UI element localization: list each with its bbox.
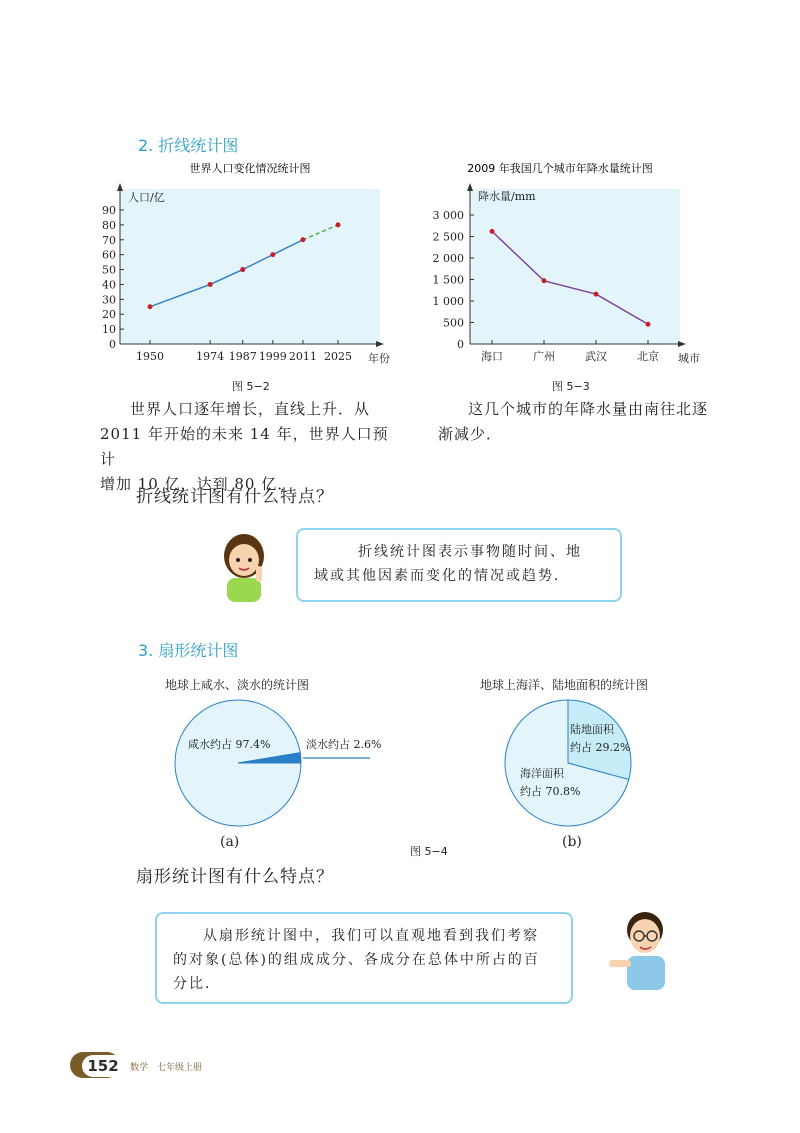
y-tick-label: 20: [102, 308, 116, 322]
data-point: [490, 229, 495, 234]
y-tick-label: 1 000: [432, 295, 464, 308]
x-axis-label: 年份: [368, 352, 390, 365]
y-tick-label: 2 000: [432, 252, 464, 265]
y-tick-label: 40: [102, 278, 116, 292]
data-point: [240, 267, 245, 272]
x-tick-label: 北京: [637, 350, 659, 363]
chart-title: 2009 年我国几个城市年降水量统计图: [467, 162, 653, 175]
section-title-pie-chart: 3. 扇形统计图: [138, 641, 239, 660]
data-point: [336, 222, 341, 227]
bubble-text-line: 域或其他因素而变化的情况或趋势．: [314, 568, 570, 584]
y-tick-label: 0: [109, 338, 116, 351]
question-line-chart: 折线统计图有什么特点？: [136, 487, 334, 507]
data-point: [542, 278, 547, 283]
y-tick-label: 3 000: [432, 209, 464, 222]
pie-label-ocean-1: 海洋面积: [520, 767, 564, 780]
data-point: [300, 237, 305, 242]
precipitation-description: [438, 397, 728, 447]
pie-chart-land-ocean: [500, 695, 640, 835]
data-point: [646, 322, 651, 327]
text-line: 渐减少．: [438, 425, 503, 443]
text-line: 世界人口逐年增长，直线上升．从: [130, 400, 371, 418]
population-line-chart: [90, 155, 420, 375]
x-tick-label: 1987: [228, 350, 257, 363]
chart-title: 世界人口变化情况统计图: [189, 162, 311, 175]
figure-caption-5-3: 图 5−3: [552, 380, 590, 393]
y-tick-label: 2 500: [432, 230, 464, 244]
y-tick-label: 50: [102, 263, 116, 277]
text-line: 2011 年开始的未来 14 年，世界人口预计: [100, 425, 389, 468]
x-tick-label: 海口: [481, 350, 503, 363]
pie-label-land-1: 陆地面积: [570, 723, 614, 736]
y-tick-label: 500: [443, 316, 464, 330]
y-tick-label: 60: [102, 248, 116, 262]
bubble-text-line: 折线统计图表示事物随时间、地: [358, 544, 582, 560]
y-tick-label: 10: [102, 323, 116, 337]
speech-bubble-pie-chart: [155, 912, 573, 1004]
y-tick-label: 90: [102, 204, 116, 217]
y-axis-label: 人口/亿: [128, 191, 165, 204]
pie-b-title: 地球上海洋、陆地面积的统计图: [480, 678, 649, 692]
text-line: 这几个城市的年降水量由南往北逐: [468, 400, 709, 418]
y-tick-label: 30: [102, 293, 116, 307]
precipitation-line-chart: [420, 155, 720, 375]
data-point: [594, 292, 599, 297]
bubble-text-line: 的对象(总体)的组成成分、各成分在总体中所占的百: [173, 952, 540, 968]
text-line: 增加 10 亿，达到 80 亿．: [100, 475, 294, 493]
chart-plot-background: [470, 189, 680, 344]
y-tick-label: 80: [102, 218, 116, 232]
pie-b-sublabel: (b): [562, 834, 582, 850]
bubble-text-line: 从扇形统计图中，我们可以直观地看到我们考察: [203, 928, 539, 944]
x-tick-label: 1974: [196, 350, 225, 363]
y-tick-label: 1 500: [432, 273, 464, 287]
teacher-illustration: [605, 906, 677, 990]
y-tick-label: 0: [457, 338, 464, 351]
data-point: [208, 282, 213, 287]
pie-a-sublabel: (a): [220, 834, 240, 850]
x-tick-label: 2011: [288, 350, 317, 363]
pie-a-title: 地球上咸水、淡水的统计图: [165, 678, 310, 692]
x-tick-label: 广州: [533, 350, 555, 363]
x-tick-label: 2025: [324, 350, 352, 363]
pie-label-freshwater: 淡水约占 2.6%: [306, 738, 382, 751]
x-axis-label: 城市: [678, 352, 700, 365]
bubble-text-line: 分比．: [173, 976, 221, 992]
data-point: [148, 304, 153, 309]
data-point: [270, 252, 275, 257]
girl-illustration: [218, 530, 280, 602]
x-tick-label: 1950: [136, 350, 164, 363]
x-tick-label: 武汉: [585, 350, 607, 363]
page-number: 152: [82, 1055, 124, 1077]
x-tick-label: 1999: [258, 350, 287, 363]
pie-label-land-2: 约占 29.2%: [570, 741, 631, 754]
pie-label-ocean-2: 约占 70.8%: [520, 785, 581, 798]
y-axis-label: 降水量/mm: [478, 190, 536, 203]
book-title: 数学 七年级上册: [130, 1063, 203, 1073]
figure-caption-5-2: 图 5−2: [232, 380, 270, 393]
pie-chart-water: [170, 695, 420, 835]
y-tick-label: 70: [102, 233, 116, 247]
section-title-line-chart: 2. 折线统计图: [138, 136, 239, 155]
speech-bubble-line-chart: [296, 528, 622, 602]
figure-caption-5-4: 图 5−4: [410, 845, 448, 858]
question-pie-chart: 扇形统计图有什么特点？: [136, 867, 334, 887]
pie-label-saltwater: 咸水约占 97.4%: [188, 738, 271, 751]
